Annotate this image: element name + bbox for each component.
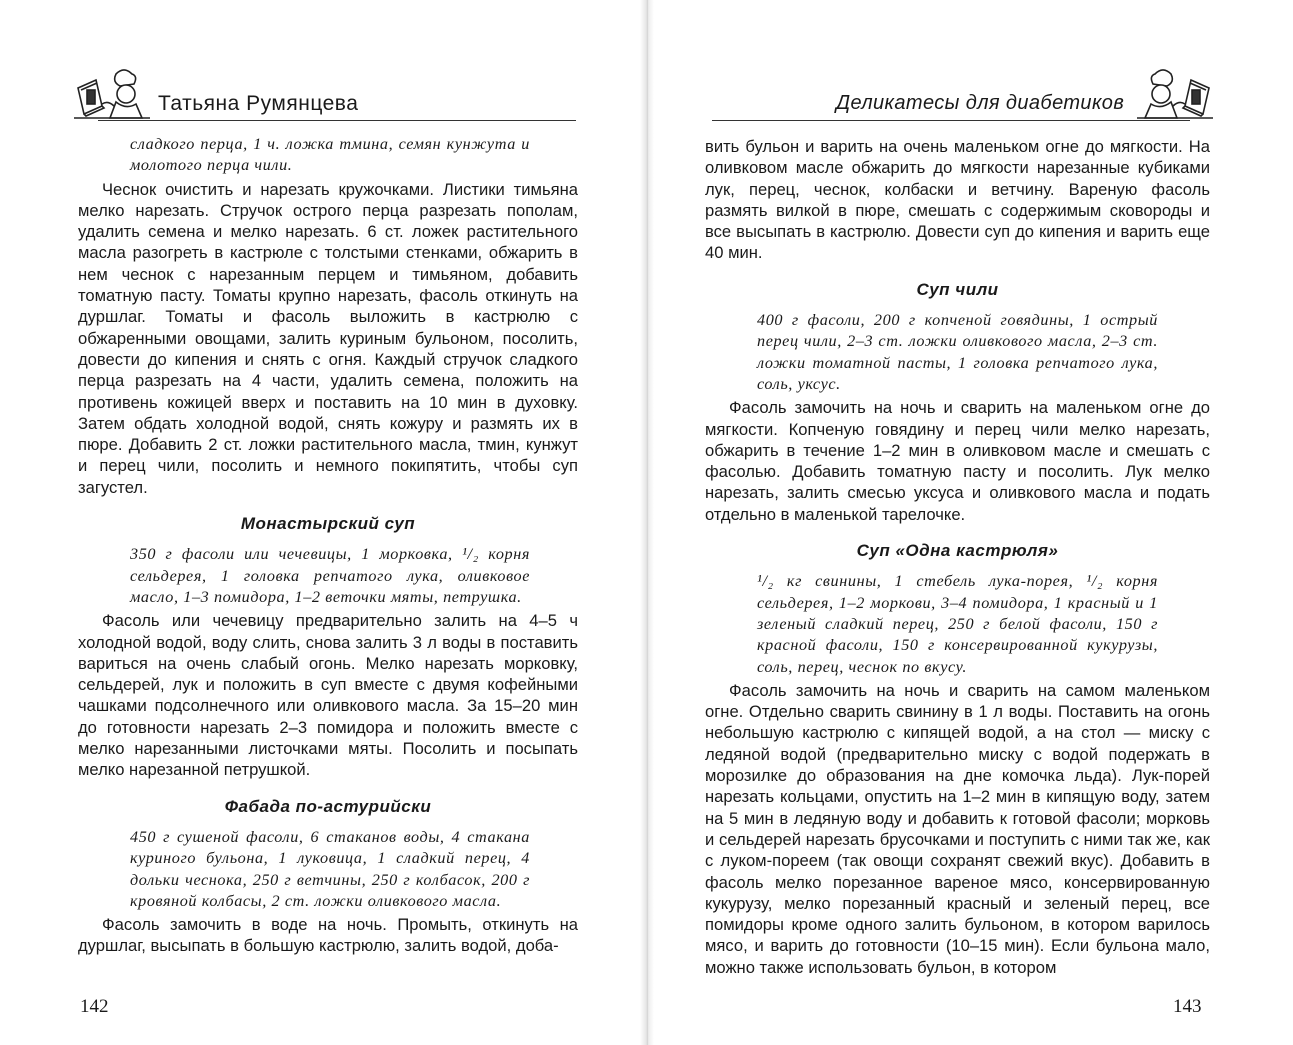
recipe-title: Суп чили bbox=[916, 279, 999, 299]
running-header bbox=[712, 88, 1190, 121]
running-title: Татьяна Румянцева bbox=[158, 92, 359, 115]
right-page bbox=[647, 0, 1293, 1045]
recipe-title: Суп «Одна кастрюля» bbox=[856, 541, 1059, 561]
page-number: 142 bbox=[80, 996, 109, 1017]
instructions-paragraph: вить бульон и варить на очень маленьком огне до мягкости. На оливковом масле обжарить до мягкости нарезанные кубиками лук, перец, чеснок, колбаски и ветчину. Вареную фасоль размять вилкой в пюре, смешать с содержимым сковороды и все высыпать в кастрюлю. Довести суп до кипения и варить еще 40 мин. bbox=[705, 137, 1210, 263]
recipe-ingredients: ¹/₂ кг свинины, 1 стебель лука-порея, ¹/₂ корня сельдерея, 1–2 моркови, 3–4 помидора, 1 красный и 1 зеленый сладкий перец, 250 г белой фасоли, 150 г красной фасоли, 150 г консервированной кукурузы, соль, перец, чеснок по вкусу. bbox=[757, 572, 1158, 676]
text-column bbox=[78, 134, 578, 957]
recipe-ingredients: 450 г сушеной фасоли, 6 стаканов воды, 4 стакана куриного бульона, 1 луковица, 1 сладкий перец, 4 дольки чеснока, 250 г ветчины, 250 г колбасок, 200 г кровяной колбасы, 2 ст. ложки оливкового масла. bbox=[130, 827, 530, 910]
running-title: Деликатесы для диабетиков bbox=[836, 92, 1125, 114]
page-number: 143 bbox=[1173, 996, 1202, 1017]
recipe-ingredients: 400 г фасоли, 200 г копченой говядины, 1 острый перец чили, 2–3 ст. ложки оливкового масла, 2–3 ст. ложки томатной пасты, 1 головка репчатого лука, соль, уксус. bbox=[757, 311, 1158, 393]
instructions-paragraph: Фасоль замочить на ночь и сварить на маленьком огне до мягкости. Копченую говядину и перец чили мелко нарезать, обжарить в течение 1–2 мин в оливковом масле и смешать с фасолью. Добавить томатную пасту и посолить. Лук мелко нарезать, залить смесью уксуса и оливкового масла и подать отдельно в маленькой тарелочке. bbox=[705, 398, 1210, 524]
running-header bbox=[98, 88, 576, 121]
recipe-title: Монастырский суп bbox=[240, 514, 416, 534]
text-column bbox=[705, 136, 1210, 978]
instructions-paragraph: Чеснок очистить и нарезать кружочками. Листики тимьяна мелко нарезать. Стручок острого перца разрезать пополам, удалить семена и мелко нарезать. 6 ст. ложек растительного масла разогреть в кастрюле с толстыми стенками, обжарить в нем чеснок с нарезанным перцем и тимьяном, добавить томатную пасту. Томаты крупно нарезать, фасоль откинуть на дуршлаг. Томаты и фасоль выложить в кастрюлю с обжаренными овощами, залить куриным бульоном, посолить, довести до кипения и снять с огня. Каждый стручок сладкого перца разрезать на 4 части, удалить семена, положить на противень кожицей вверх и поставить на 10 мин в духовку. Затем обдать холодной водой, снять кожуру и размять их в пюре. Добавить 2 ст. ложки растительного масла, тмин, кунжут и перец чили, посолить и немного покипятить, чтобы суп загустел. bbox=[78, 179, 578, 497]
instructions-paragraph: Фасоль замочить в воде на ночь. Промыть, откинуть на дуршлаг, высыпать в большую кастрюлю, залить водой, доба- bbox=[78, 915, 578, 956]
ingredients-continued: сладкого перца, 1 ч. ложка тмина, семян кунжута и молотого перца чили. bbox=[130, 135, 530, 175]
instructions-paragraph: Фасоль или чечевицу предварительно залить на 4–5 ч холодной водой, воду слить, снова залить 3 л воды в поставить вариться на очень слабый огонь. Мелко нарезать морковку, сельдерей, лук и положить в суп вместе с двумя кофейными чашками подсолнечного или оливкового масла. За 15–20 мин до готовности нарезать 2–3 помидора и положить вместе с мелко нарезанными листочками мяты. Посолить и посыпать мелко нарезанной петрушкой. bbox=[78, 611, 578, 780]
recipe-title: Фабада по-астурийски bbox=[224, 796, 432, 816]
left-page bbox=[0, 0, 646, 1045]
instructions-paragraph: Фасоль замочить на ночь и сварить на самом маленьком огне. Отдельно сварить свинину в 1 л воды. Поставить на огонь небольшую кастрюлю с кипящей водой, а на стол — миску с ледяной водой (предварительно миску с водой подержать в морозилке до образования на дне комочка льда). Лук-порей нарезать кольцами, опустить на 1–2 мин в кипящую воду, затем на 5 мин в ледяную воду и добавить к готовой фасоли; морковь и сельдерей нарезать брусочками и поступить с ними так же, как с луком-пореем (так овощи сохранят свежий вкус). Добавить в фасоль мелко порезанное вареное мясо, консервированную кукурузу, мелко порезанный красный и зеленый перец, все помидоры кроме одного залить бульоном, в котором варилось мясо, и варить до готовности (10–15 мин). Если бульона мало, можно также использовать бульон, в котором bbox=[705, 680, 1210, 977]
recipe-ingredients: 350 г фасоли или чечевицы, 1 морковка, ¹/₂ корня сельдерея, 1 головка репчатого лука, оливковое масло, 1–3 помидора, 1–2 веточки мяты, петрушка. bbox=[130, 545, 530, 606]
